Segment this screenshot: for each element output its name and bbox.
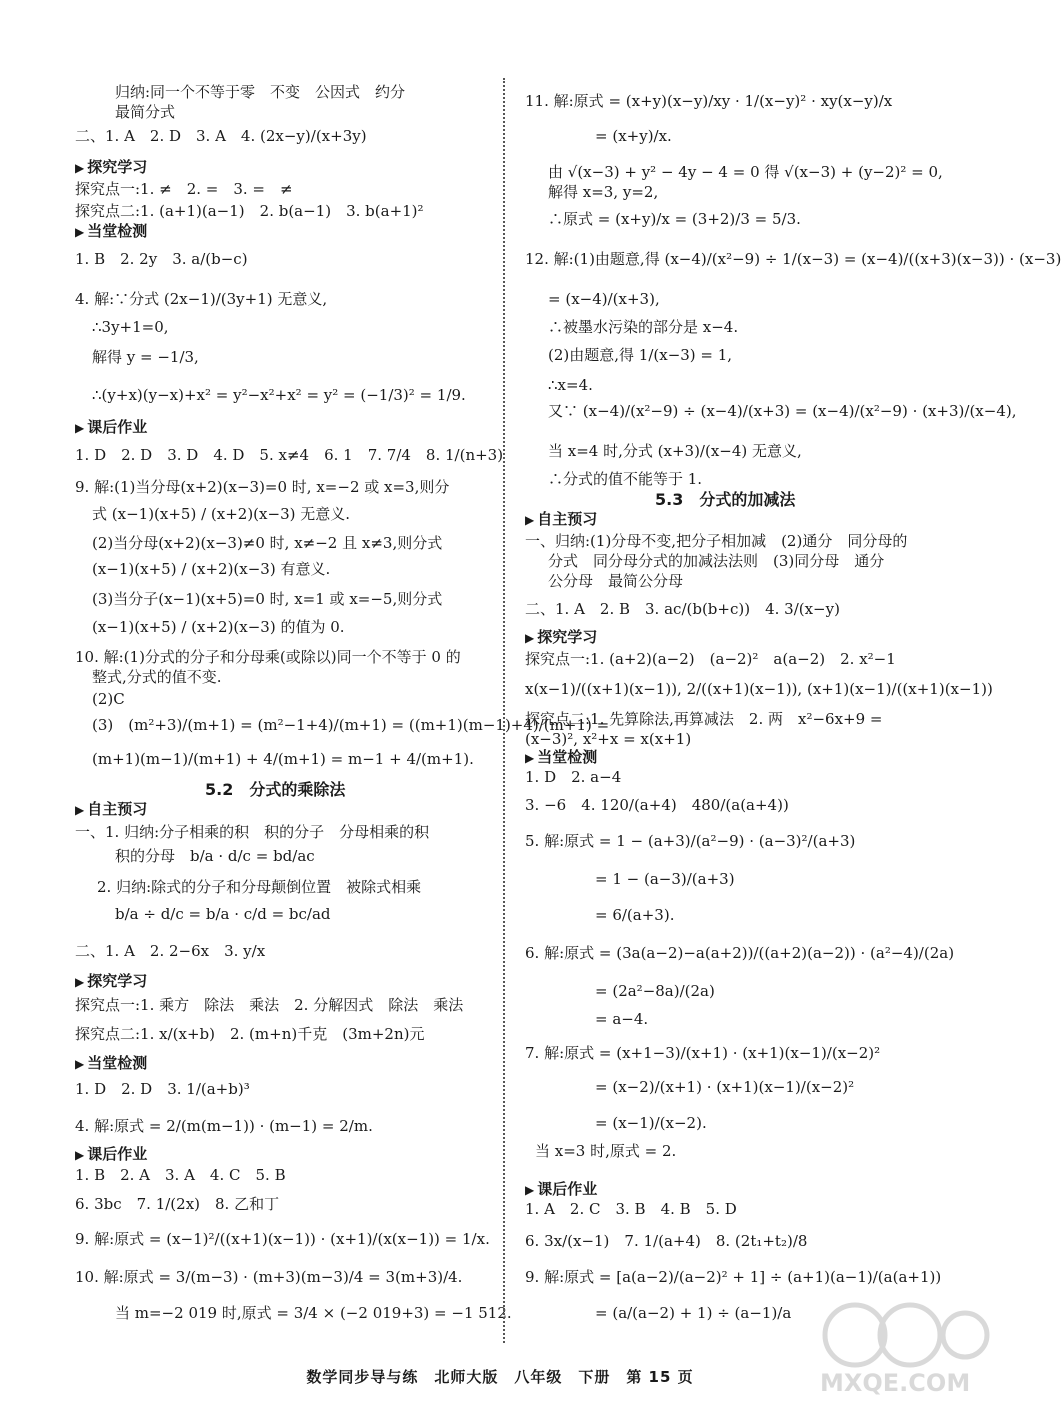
section-heading [525, 1180, 597, 1199]
text-line: ∴3y+1=0, [92, 318, 169, 336]
text-line: ∴分式的值不能等于 1. [548, 470, 703, 488]
text-line: (x−3)², x²+x = x(x+1) [525, 730, 692, 748]
section-heading [525, 628, 597, 647]
text-line: (2)C [92, 690, 125, 708]
page-footer: 数学同步导与练 北师大版 八年级 下册 第 15 页 [306, 1368, 694, 1386]
section-heading-label: 当堂检测 [87, 222, 148, 240]
text-line: 二、1. A 2. B 3. ac/(b(b+c)) 4. 3/(x−y) [525, 600, 840, 618]
triangle-icon: ▶ [75, 1148, 85, 1162]
section-heading-label: 自主预习 [87, 800, 148, 818]
text-line: 9. 解:原式 = [a(a−2)/(a−2)² + 1] ÷ (a+1)(a−1)/(a(a+1)) [525, 1268, 942, 1286]
triangle-icon: ▶ [75, 161, 85, 175]
section-heading-label: 探究学习 [87, 158, 148, 176]
text-line: 归纳:同一个不等于零 不变 公因式 约分 [115, 83, 406, 101]
text-line: = a−4. [595, 1010, 649, 1028]
text-line: 1. D 2. D 3. 1/(a+b)³ [75, 1080, 250, 1098]
text-line: 1. A 2. C 3. B 4. B 5. D [525, 1200, 737, 1218]
text-line: = 6/(a+3). [595, 906, 675, 924]
watermark-text: MXQE.COM [820, 1369, 971, 1397]
section-heading-label: 自主预习 [537, 510, 598, 528]
text-line: x(x−1)/((x+1)(x−1)), 2/((x+1)(x−1)), (x+1)(x−1)/((x+1)(x−1)) [525, 680, 993, 698]
text-line: 分式 同分母分式的加减法法则 (3)同分母 通分 [548, 552, 885, 570]
text-line: ∴(y+x)(y−x)+x² = y²−x²+x² = y² = (−1/3)² = 1/9. [92, 386, 466, 404]
section-heading [75, 418, 147, 437]
section-heading-label: 当堂检测 [87, 1054, 148, 1072]
triangle-icon: ▶ [75, 225, 85, 239]
section-heading [525, 748, 597, 767]
section-heading [75, 1054, 147, 1073]
text-line: (m+1)(m−1)/(m+1) + 4/(m+1) = m−1 + 4/(m+1). [92, 750, 474, 768]
text-line: (x−1)(x+5) / (x+2)(x−3) 有意义. [92, 560, 331, 578]
text-line: 公分母 最简公分母 [548, 572, 684, 590]
text-line: 探究点二:1. x/(x+b) 2. (m+n)千克 (3m+2n)元 [75, 1025, 425, 1043]
triangle-icon: ▶ [525, 631, 535, 645]
triangle-icon: ▶ [525, 1183, 535, 1197]
text-line: 1. D 2. D 3. D 4. D 5. x≠4 6. 1 7. 7/4 8. 1/(n+3) [75, 446, 504, 464]
text-line: = (a/(a−2) + 1) ÷ (a−1)/a [595, 1304, 792, 1322]
section-heading-label: 当堂检测 [537, 748, 598, 766]
text-line: 当 x=4 时,分式 (x+3)/(x−4) 无意义, [548, 442, 802, 460]
text-line: 二、1. A 2. D 3. A 4. (2x−y)/(x+3y) [75, 127, 367, 145]
text-line: 探究点一:1. 乘方 除法 乘法 2. 分解因式 除法 乘法 [75, 996, 464, 1014]
text-line: 1. D 2. a−4 [525, 768, 622, 786]
text-line: = 1 − (a−3)/(a+3) [595, 870, 735, 888]
text-line: 11. 解:原式 = (x+y)(x−y)/xy · 1/(x−y)² · xy(x−y)/x [525, 92, 893, 110]
text-line: 1. B 2. 2y 3. a/(b−c) [75, 250, 248, 268]
text-line: 探究点二:1. 先算除法,再算减法 2. 两 x²−6x+9 = [525, 710, 883, 728]
section-heading-label: 课后作业 [87, 1145, 148, 1163]
text-line: 9. 解:原式 = (x−1)²/((x+1)(x−1)) · (x+1)/(x(x−1)) = 1/x. [75, 1230, 490, 1248]
text-line: (x−1)(x+5) / (x+2)(x−3) 的值为 0. [92, 618, 345, 636]
text-line: 式 (x−1)(x+5) / (x+2)(x−3) 无意义. [92, 505, 350, 523]
section-heading [525, 510, 597, 529]
section-heading-label: 课后作业 [537, 1180, 598, 1198]
text-line: 一、归纳:(1)分母不变,把分子相加减 (2)通分 同分母的 [525, 532, 908, 550]
section-title: 5.2 分式的乘除法 [205, 780, 346, 799]
text-line: 又∵ (x−4)/(x²−9) ÷ (x−4)/(x+3) = (x−4)/(x²−9) · (x+3)/(x−4), [548, 402, 1017, 420]
text-line: 解得 y = −1/3, [92, 348, 199, 366]
text-line: (2)由题意,得 1/(x−3) = 1, [548, 346, 733, 364]
text-line: = (x−4)/(x+3), [548, 290, 660, 308]
triangle-icon: ▶ [75, 1057, 85, 1071]
section-heading [75, 222, 147, 241]
text-line: 6. 3bc 7. 1/(2x) 8. 乙和丁 [75, 1195, 280, 1213]
text-line: 2. 归纳:除式的分子和分母颠倒位置 被除式相乘 [97, 878, 422, 896]
text-line: 探究点一:1. (a+2)(a−2) (a−2)² a(a−2) 2. x²−1 [525, 650, 896, 668]
text-line: 探究点一:1. ≠ 2. = 3. = ≠ [75, 180, 293, 198]
text-line: (3) (m²+3)/(m+1) = (m²−1+4)/(m+1) = ((m+1)(m−1)+4)/(m+1) = [92, 716, 610, 734]
text-line: 二、1. A 2. 2−6x 3. y/x [75, 942, 266, 960]
triangle-icon: ▶ [75, 975, 85, 989]
text-line: 解得 x=3, y=2, [548, 183, 659, 201]
text-line: = (2a²−8a)/(2a) [595, 982, 715, 1000]
text-line: 5. 解:原式 = 1 − (a+3)/(a²−9) · (a−3)²/(a+3) [525, 832, 856, 850]
text-line: 整式,分式的值不变. [92, 668, 222, 686]
text-line: = (x−2)/(x+1) · (x+1)(x−1)/(x−2)² [595, 1078, 855, 1096]
text-line: 7. 解:原式 = (x+1−3)/(x+1) · (x+1)(x−1)/(x−2)² [525, 1044, 881, 1062]
section-heading-label: 课后作业 [87, 418, 148, 436]
section-title: 5.3 分式的加减法 [655, 490, 796, 509]
triangle-icon: ▶ [75, 803, 85, 817]
text-line: 当 m=−2 019 时,原式 = 3/4 × (−2 019+3) = −1 512. [115, 1304, 512, 1322]
section-heading-label: 探究学习 [87, 972, 148, 990]
text-line: 最简分式 [115, 103, 176, 121]
text-line: 积的分母 b/a · d/c = bd/ac [115, 847, 315, 865]
text-line: 6. 解:原式 = (3a(a−2)−a(a+2))/((a+2)(a−2)) · (a²−4)/(2a) [525, 944, 955, 962]
text-line: 4. 解:原式 = 2/(m(m−1)) · (m−1) = 2/m. [75, 1117, 373, 1135]
watermark-badge-icon [820, 1300, 990, 1370]
text-line: 4. 解:∵分式 (2x−1)/(3y+1) 无意义, [75, 290, 328, 308]
text-line: (2)当分母(x+2)(x−3)≠0 时, x≠−2 且 x≠3,则分式 [92, 534, 443, 552]
text-line: 由 √(x−3) + y² − 4y − 4 = 0 得 √(x−3) + (y−2)² = 0, [548, 163, 943, 181]
section-heading-label: 探究学习 [537, 628, 598, 646]
section-heading [75, 800, 147, 819]
text-line: 3. −6 4. 120/(a+4) 480/(a(a+4)) [525, 796, 789, 814]
text-line: ∴原式 = (x+y)/x = (3+2)/3 = 5/3. [548, 210, 801, 228]
text-line: ∴x=4. [548, 376, 593, 394]
text-line: (3)当分子(x−1)(x+5)=0 时, x=1 或 x=−5,则分式 [92, 590, 443, 608]
triangle-icon: ▶ [525, 513, 535, 527]
watermark-logo [820, 1300, 990, 1395]
text-line: 1. B 2. A 3. A 4. C 5. B [75, 1166, 286, 1184]
triangle-icon: ▶ [75, 421, 85, 435]
triangle-icon: ▶ [525, 751, 535, 765]
text-line: 当 x=3 时,原式 = 2. [535, 1142, 677, 1160]
text-line: 10. 解:原式 = 3/(m−3) · (m+3)(m−3)/4 = 3(m+3)/4. [75, 1268, 463, 1286]
section-heading [75, 972, 147, 991]
text-line: 10. 解:(1)分式的分子和分母乘(或除以)同一个不等于 0 的 [75, 648, 461, 666]
text-line: b/a ÷ d/c = b/a · c/d = bc/ad [115, 905, 331, 923]
text-line: 探究点二:1. (a+1)(a−1) 2. b(a−1) 3. b(a+1)² [75, 202, 424, 220]
section-heading [75, 158, 147, 177]
text-line: ∴被墨水污染的部分是 x−4. [548, 318, 739, 336]
text-line: 12. 解:(1)由题意,得 (x−4)/(x²−9) ÷ 1/(x−3) = (x−4)/((x+3)(x−3)) · (x−3) [525, 250, 1061, 268]
text-line: 一、1. 归纳:分子相乘的积 积的分子 分母相乘的积 [75, 823, 430, 841]
text-line: 6. 3x/(x−1) 7. 1/(a+4) 8. (2t₁+t₂)/8 [525, 1232, 808, 1250]
text-line: 9. 解:(1)当分母(x+2)(x−3)=0 时, x=−2 或 x=3,则分 [75, 478, 450, 496]
text-line: = (x−1)/(x−2). [595, 1114, 707, 1132]
section-heading [75, 1145, 147, 1164]
text-line: = (x+y)/x. [595, 127, 672, 145]
column-divider [503, 78, 505, 1343]
